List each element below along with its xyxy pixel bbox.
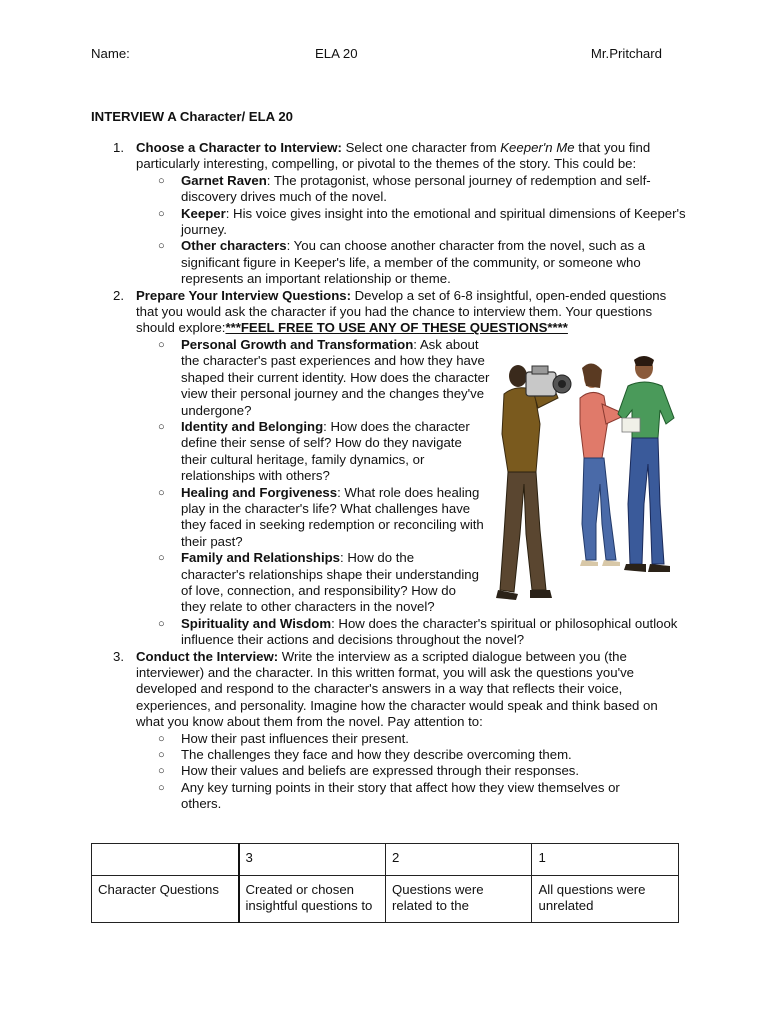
bullet-icon: ○: [158, 240, 165, 253]
bullet-icon: ○: [158, 617, 165, 630]
book-title: Keeper'n Me: [500, 140, 575, 155]
bullet-icon: ○: [158, 486, 165, 499]
list-item: [91, 206, 687, 239]
bullet-heading: Keeper: [181, 205, 226, 221]
bullet-icon: ○: [158, 174, 165, 187]
bullet-icon: ○: [158, 420, 165, 433]
name-label: Name:: [91, 46, 130, 61]
bullet-text: : His voice gives insight into the emotional and spiritual dimensions of Keeper's journey.: [181, 205, 686, 238]
teacher-label: Mr.Pritchard: [590, 46, 662, 61]
list-item: [91, 616, 687, 649]
bullet-text: : How does the character define their sense of self? How do they navigate their cultural heritage, family dynamics, or relationships with others?: [181, 418, 470, 484]
item-text: Write the interview as a scripted dialogue between you (the interviewer) and the character. In this written format, you will ask the questions you've developed and respond to the character's answers in a way that reflects their voice, experiences, and personality. Imagine how the character would speak and think based on what you know about them from the novel. Pay attention to:: [136, 648, 658, 730]
list-item: [91, 288, 687, 337]
bullet-icon: ○: [158, 749, 165, 762]
camera-operator-icon: [496, 365, 571, 600]
list-item: [91, 780, 687, 813]
bullet-text: How their values and beliefs are expressed through their responses.: [181, 763, 580, 779]
bullet-text: : How does the character's spiritual or philosophical outlook influence their actions and decisions throughout the novel?: [181, 615, 678, 648]
list-item: [91, 173, 687, 206]
list-item: [91, 140, 687, 173]
bullet-heading: Identity and Belonging: [181, 418, 324, 434]
bullet-icon: ○: [158, 552, 165, 565]
item-number: 3.: [113, 648, 124, 664]
bullet-heading: Healing and Forgiveness: [181, 484, 338, 500]
bullet-icon: ○: [158, 732, 165, 745]
table-cell: Questions were related to the: [385, 876, 532, 923]
bullet-text: : How do the character's relationships shape their understanding of love, connection, and responsibility? How do they relate to other characters in the novel?: [181, 550, 479, 615]
page-header: [91, 46, 662, 64]
table-cell: 1: [532, 844, 679, 876]
list-item: [91, 763, 687, 779]
bullet-heading: Personal Growth and Transformation: [181, 336, 414, 352]
item-text: Develop a set of 6-8 insightful, open-ended questions that you would ask the character if you had the chance to interview them. Your questions should explore:: [136, 287, 667, 336]
bullet-heading: Spirituality and Wisdom: [181, 615, 332, 631]
bullet-icon: ○: [158, 207, 165, 220]
item-number: 1.: [113, 140, 124, 155]
bullet-icon: ○: [158, 765, 165, 778]
emphasis-note: ***FEEL FREE TO USE ANY OF THESE QUESTIONS****: [225, 320, 568, 336]
bullet-text: : What role does healing play in the character's life? What challenges have they faced in seeking redemption or reconciling with their past?: [181, 484, 484, 549]
interview-illustration-icon: [496, 354, 680, 604]
table-cell: All questions were unrelated: [532, 876, 679, 923]
table-row: [92, 876, 679, 923]
list-item: [91, 238, 687, 287]
bullet-heading: Garnet Raven: [181, 172, 267, 188]
table-cell: 2: [385, 844, 532, 876]
bullet-text: : Ask about the character's past experiences and how they have shaped their current identity. How does the character view their personal journey and the changes they've undergone?: [181, 336, 490, 418]
rubric-table: [91, 843, 679, 923]
item-number: 2.: [113, 287, 124, 303]
table-cell: Created or chosen insightful questions to: [239, 876, 386, 923]
bullet-text: Any key turning points in their story that affect how they view themselves or others.: [181, 779, 620, 812]
item-text: Select one character from: [341, 140, 501, 155]
list-item: [91, 731, 687, 747]
bullet-heading: Family and Relationships: [181, 550, 341, 566]
item-text: that you find particularly interesting, compelling, or pivotal to the themes of the story. This could be:: [136, 140, 651, 172]
table-cell: [92, 844, 239, 876]
bullet-text: : You can choose another character from the novel, such as a significant figure in Keeper's life, a member of the community, or someone who represents an important relationship or theme.: [181, 238, 646, 287]
item-heading: Conduct the Interview:: [136, 648, 279, 664]
page-title: INTERVIEW A Character/ ELA 20: [91, 109, 294, 124]
table-cell: 3: [239, 844, 386, 876]
bullet-text: How their past influences their present.: [181, 730, 409, 746]
bullet-icon: ○: [158, 781, 165, 794]
interviewee-icon: [618, 356, 674, 572]
bullet-text: : The protagonist, whose personal journey of redemption and self-discovery drives much of the novel.: [181, 172, 651, 205]
bullet-icon: ○: [158, 338, 165, 351]
table-header-row: [92, 844, 679, 876]
item-heading: Prepare Your Interview Questions:: [136, 287, 351, 303]
bullet-heading: Other characters: [181, 238, 287, 254]
interviewer-icon: [580, 363, 628, 566]
table-cell: Character Questions: [92, 876, 239, 923]
list-item: [91, 649, 687, 731]
course-label: ELA 20: [315, 46, 358, 61]
bullet-text: The challenges they face and how they describe overcoming them.: [181, 747, 572, 763]
list-item: [91, 747, 687, 763]
item-heading: Choose a Character to Interview:: [136, 140, 342, 155]
